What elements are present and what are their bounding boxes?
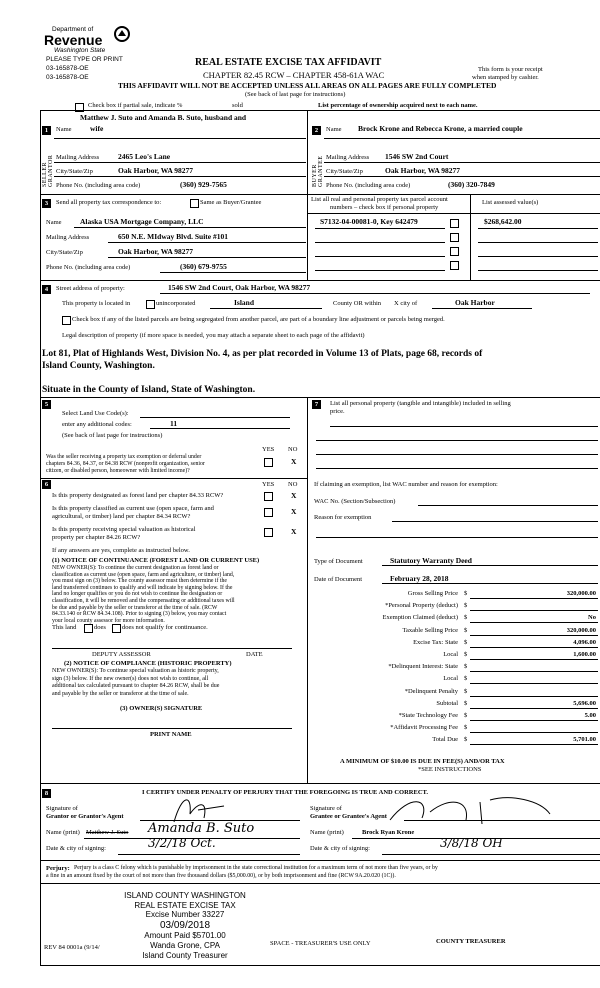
doc-type: Statutory Warranty Deed	[390, 556, 472, 565]
seller-phone-label: Phone No. (including area code)	[56, 182, 141, 189]
doc-date-label: Date of Document	[314, 576, 363, 583]
fee-currency: $	[464, 687, 468, 695]
fee-value: 5.00	[584, 712, 596, 719]
fee-currency: $	[464, 724, 468, 732]
forest-no-mark[interactable]: X	[291, 491, 297, 500]
grantee-date-label: Date & city of signing:	[310, 845, 370, 852]
grantor-print-hand: Amanda B. Suto	[148, 821, 255, 836]
additional-codes-label: enter any additional codes:	[62, 421, 132, 428]
buyer-mailing-label: Mailing Address	[326, 154, 370, 161]
seller-mailing: 2465 Leo's Lane	[118, 152, 171, 161]
fee-label: *Delinquent Penalty	[404, 687, 458, 695]
stamp-line: Amount Paid $5701.00	[144, 931, 226, 941]
unincorporated-label: unincorporated	[156, 300, 196, 307]
unincorporated-checkbox[interactable]	[146, 300, 155, 309]
historic-no-mark[interactable]: X	[291, 527, 297, 536]
fee-value: 320,000.00	[566, 626, 596, 634]
certify-statement: I CERTIFY UNDER PENALTY OF PERJURY THAT THE FOREGOING IS TRUE AND CORRECT.	[142, 789, 429, 796]
parcel-head-2: numbers – check box if personal property	[330, 204, 439, 211]
historic-q-1: Is this property receiving special valuation as historical	[52, 526, 196, 533]
dept-line1: Department of	[52, 26, 94, 33]
seller-name-1: Matthew J. Suto and Amanda B. Suto, husband and	[80, 113, 247, 122]
perjury-line-1: Perjury is a class C felony which is punishable by imprisonment in the state correctional institution for a maximum term of not more than five years, or by	[74, 865, 438, 871]
tax-city: Oak Harbor, WA 98277	[118, 247, 194, 256]
buyer-city-label: City/State/Zip	[326, 168, 363, 175]
fee-underline	[470, 671, 598, 672]
this-land-label: This land	[52, 624, 77, 631]
buyer-name: Brock Krone and Rebecca Krone, a married couple	[358, 124, 523, 133]
county-or-within-label: County OR within	[333, 300, 382, 307]
notice1-line: classification as current use (open space, farm and agriculture, or timber) land,	[52, 571, 235, 578]
fee-value: 5,696.00	[573, 699, 596, 707]
sec5-see-back: (See back of last page for instructions)	[62, 432, 163, 439]
parcel-number: S7132-04-00081-0, Key 642479	[320, 217, 418, 226]
stamp-line: Island County Treasurer	[142, 950, 228, 960]
fee-currency: $	[464, 736, 468, 744]
street-label: Street address of property:	[56, 285, 125, 292]
assessor-date-label: DATE	[246, 651, 263, 658]
situate-line: Situate in the County of Island, State of Washington.	[42, 385, 256, 395]
dept-line3: Washington State	[54, 47, 106, 54]
notice2-title: (2) NOTICE OF COMPLIANCE (HISTORIC PROPERTY)	[64, 660, 232, 667]
fee-label: Local	[443, 675, 458, 683]
tax-name: Alaska USA Mortgage Company, LLC	[80, 217, 204, 226]
fee-currency: $	[464, 675, 468, 683]
exempt-q-2: chapters 84.36, 84.37, or 84.38 RCW (nonprofit organization, senior	[46, 461, 205, 467]
stamp-line: REAL ESTATE EXCISE TAX	[134, 900, 236, 910]
buyer-phone-label: Phone No. (including area code)	[326, 182, 411, 189]
type-or-print: PLEASE TYPE OR PRINT	[46, 56, 123, 63]
section-2-number: 2	[312, 126, 321, 135]
fee-value: No	[588, 614, 596, 622]
current-use-q-2: agricultural, or timber) land per chapter 84.34 RCW?	[52, 513, 191, 520]
fee-underline	[470, 720, 598, 721]
wac-label: WAC No. (Section/Subsection)	[314, 498, 396, 505]
fee-label: *Affidavit Processing Fee	[390, 724, 458, 732]
seller-name-label: Name	[56, 126, 72, 133]
forest-q: Is this property designated as forest land per chapter 84.33 RCW?	[52, 492, 224, 499]
minimum-due: A MINIMUM OF $10.00 IS DUE IN FEE(S) AND/OR TAX	[340, 758, 505, 765]
fee-underline	[470, 683, 598, 684]
tax-city-label: City/State/Zip	[46, 249, 83, 256]
grantee-print: Brock Ryan Krone	[362, 829, 415, 836]
parcel-personal-checkbox-3[interactable]	[450, 247, 459, 256]
reason-label: Reason for exemption	[314, 514, 372, 521]
parcel-personal-checkbox-2[interactable]	[450, 233, 459, 242]
tax-phone-label: Phone No. (including area code)	[46, 264, 131, 271]
city-of-label: X city of	[394, 300, 418, 307]
notice1-line: land transferred continues to qualify and will indicate by signing below. If the	[52, 584, 233, 591]
sold-label: sold	[232, 102, 243, 109]
owner-signature-label: (3) OWNER(S) SIGNATURE	[120, 705, 203, 712]
property-city: Oak Harbor	[455, 298, 495, 307]
personal-property-label-2: price.	[330, 408, 345, 415]
fee-underline	[470, 647, 598, 648]
grantor-sig-label-1: Signature of	[46, 805, 78, 812]
fee-underline	[470, 635, 598, 636]
pct-ownership-label: List percentage of ownership acquired next to each name.	[318, 102, 478, 109]
doc-type-label: Type of Document	[314, 558, 363, 565]
see-back-header: (See back of last page for instructions)	[245, 91, 346, 98]
current-use-q-1: Is this property classified as current use (open space, farm and	[52, 505, 214, 512]
notice1-line: land no longer qualifies or you do not wish to continue the designation or	[52, 591, 223, 598]
fee-label: Local	[443, 651, 458, 658]
receipt-line1: This form is your receipt	[478, 66, 543, 73]
street-address: 1546 SW 2nd Court, Oak Harbor, WA 98277	[168, 283, 311, 292]
fee-currency: $	[464, 663, 468, 671]
fee-value: 1,600.00	[573, 651, 596, 658]
exempt-q-1: Was the seller receiving a property tax exemption or deferral under	[46, 454, 202, 460]
grantor-name-print-label: Name (print)	[46, 829, 80, 836]
legal-description-1: Lot 81, Plat of Highlands West, Division No. 4, as per plat recorded in Volume 13 of Plats, page 68, records of	[42, 349, 483, 359]
fee-underline	[470, 659, 598, 660]
buyer-phone: (360) 320-7849	[448, 180, 495, 189]
section-5-number: 5	[42, 400, 51, 409]
notice1-line: be due and payable by the seller or transferor at the time of sale. (RCW	[52, 604, 218, 611]
seller-name-2: wife	[90, 124, 104, 133]
same-as-buyer-label: Same as Buyer/Grantee	[200, 199, 262, 206]
perjury-label: Perjury:	[46, 865, 70, 872]
fee-label: Exemption Claimed (deduct)	[382, 614, 458, 622]
seller-side-label: SELLER GRANTOR	[42, 154, 54, 187]
assessed-head: List assessed value(s)	[482, 199, 539, 206]
fee-underline	[470, 598, 598, 599]
fee-value: 5,701.00	[573, 736, 596, 744]
fee-currency: $	[464, 626, 468, 634]
fee-label: Subtotal	[436, 699, 458, 707]
buyer-name-label: Name	[326, 126, 342, 133]
fee-label: Gross Selling Price	[407, 590, 458, 597]
grantor-sig-label-2: Grantor or Grantor's Agent	[46, 813, 124, 820]
fee-currency: $	[464, 651, 468, 658]
grantee-name-print-label: Name (print)	[310, 829, 344, 836]
fee-currency: $	[464, 699, 468, 707]
tax-phone: (360) 679-9755	[180, 262, 227, 271]
notice2-line: NEW OWNER(S): To continue special valuation as historic property,	[52, 668, 219, 674]
fee-underline	[470, 744, 598, 745]
stamp-line: 03/09/2018	[159, 919, 211, 931]
seller-phone: (360) 929-7565	[180, 180, 227, 189]
form-chapter: CHAPTER 82.45 RCW – CHAPTER 458-61A WAC	[203, 70, 385, 80]
grantor-date-label: Date & city of signing:	[46, 845, 106, 852]
current-use-yes-checkbox[interactable]	[264, 508, 273, 517]
form-title: REAL ESTATE EXCISE TAX AFFIDAVIT	[195, 57, 382, 68]
exempt-q-3: citizen, or disabled person, homeowner with limited income)?	[46, 468, 190, 474]
sec6-yes-head: YES	[262, 481, 275, 488]
legal-label: Legal description of property (if more space is needed, you may attach a separate sheet to each page of the affidavit)	[62, 332, 365, 339]
rev-number: REV 84 0001a (9/14/	[44, 944, 100, 951]
forest-yes-checkbox[interactable]	[264, 492, 273, 501]
fee-currency: $	[464, 614, 468, 622]
notice2-line: sign (3) below. If the new owner(s) does not wish to continue, all	[52, 675, 209, 682]
fee-label: *State Technology Fee	[398, 712, 458, 719]
exemption-claim-label: If claiming an exemption, list WAC number and reason for exemption:	[314, 481, 498, 488]
segregated-checkbox[interactable]	[62, 316, 71, 325]
historic-yes-checkbox[interactable]	[264, 528, 273, 537]
code-2: 03-165878-OE	[46, 74, 89, 81]
seller-city-label: City/State/Zip	[56, 168, 93, 175]
legal-description-2: Island County, Washington.	[42, 361, 155, 371]
same-as-buyer-checkbox[interactable]	[190, 199, 199, 208]
buyer-city: Oak Harbor, WA 98277	[385, 166, 461, 175]
fee-underline	[470, 622, 598, 623]
parcel-personal-checkbox-1[interactable]	[450, 219, 459, 228]
buyer-mailing: 1546 SW 2nd Court	[385, 152, 449, 161]
does-qualify-checkbox[interactable]	[84, 624, 93, 633]
stamp-line: Excise Number 33227	[145, 910, 225, 920]
land-use-code: 11	[170, 419, 178, 428]
warning-line: THIS AFFIDAVIT WILL NOT BE ACCEPTED UNLESS ALL AREAS ON ALL PAGES ARE FULLY COMPLETED	[118, 81, 497, 90]
parcel-personal-checkbox-4[interactable]	[450, 261, 459, 270]
section-3-number: 3	[42, 199, 51, 208]
tax-corr-label: Send all property tax correspondence to:	[56, 199, 162, 206]
partial-sale-label: Check box if partial sale, indicate %	[88, 102, 183, 109]
notice2-line: and payable by the seller or transferor at the time of sale.	[52, 690, 189, 697]
section-7-number: 7	[312, 400, 321, 409]
fee-label: *Delinquent Interest: State	[388, 663, 458, 671]
fee-label: Total Due	[432, 736, 458, 744]
fee-underline	[470, 732, 598, 733]
notice1-line: NEW OWNER(S): To continue the current designation as forest land or	[52, 565, 219, 571]
fee-underline	[470, 708, 598, 709]
tax-mailing-label: Mailing Address	[46, 234, 90, 241]
current-use-no-mark[interactable]: X	[291, 507, 297, 516]
fee-currency: $	[464, 638, 468, 646]
notice2-line: additional tax calculated pursuant to chapter 84.26 RCW, shall be due	[52, 683, 220, 689]
fee-label: Taxable Selling Price	[402, 626, 458, 634]
notice1-line: you must sign on (3) below. The county assessor must then determine if the	[52, 578, 228, 585]
stamp-line: ISLAND COUNTY WASHINGTON	[124, 891, 246, 900]
land-use-label: Select Land Use Code(s):	[62, 410, 129, 417]
stamp-line: Wanda Grone, CPA	[150, 941, 220, 950]
fee-label: Excise Tax: State	[413, 638, 458, 646]
sec5-yes-head: YES	[262, 446, 275, 453]
perjury-line-2: a fine in an amount fixed by the court of not more than five thousand dollars ($5,000.00), or by both imprisonment and fine (RCW 9A.20.020 (1C)).	[46, 873, 396, 879]
historic-q-2: property per chapter 84.26 RCW?	[52, 534, 141, 541]
notice1-line: 84.33.140 or RCW 84.34.108). Prior to signing (3) below, you may contact	[52, 611, 227, 618]
section-4-number: 4	[42, 285, 51, 294]
county-treasurer-label: COUNTY TREASURER	[436, 938, 506, 945]
fee-underline	[470, 696, 598, 697]
fee-currency: $	[464, 602, 468, 610]
does-label: does	[94, 624, 106, 631]
sec5-no-head: NO	[288, 446, 298, 453]
seller-mailing-label: Mailing Address	[56, 154, 100, 161]
see-instructions: *SEE INSTRUCTIONS	[418, 766, 482, 773]
notice1-line: your local county assessor for more information.	[52, 617, 165, 624]
sec6-no-head: NO	[288, 481, 298, 488]
section-6-number: 6	[42, 480, 51, 489]
tax-mailing: 650 N.E. MIdway Blvd. Suite #101	[118, 232, 229, 241]
section-8-number: 8	[42, 789, 51, 798]
fee-value: 4,096.00	[573, 638, 596, 646]
grantee-sig-label-2: Grantee or Grantee's Agent	[310, 813, 387, 820]
personal-property-label-1: List all personal property (tangible and intangible) included in selling	[330, 400, 511, 407]
grantee-signature	[370, 790, 570, 828]
grantee-date: 3/8/18 OH	[440, 836, 503, 850]
fee-value: 320,000.00	[566, 590, 596, 597]
fee-label: *Personal Property (deduct)	[385, 602, 458, 610]
doc-date: February 28, 2018	[390, 574, 449, 583]
notice1-title: (1) NOTICE OF CONTINUANCE (FOREST LAND OR CURRENT USE)	[52, 557, 260, 564]
if-yes-instruction: If any answers are yes, complete as instructed below.	[52, 547, 190, 554]
seller-city: Oak Harbor, WA 98277	[118, 166, 194, 175]
property-county: Island	[234, 298, 255, 307]
buyer-side-label: BUYER GRANTEE	[312, 155, 324, 187]
does-not-label: does not qualify for continuance.	[122, 624, 208, 631]
dept-line2: Revenue	[44, 32, 103, 48]
fee-currency: $	[464, 712, 468, 719]
grantor-date: 3/2/18 Oct.	[148, 836, 216, 850]
deputy-assessor-label: DEPUTY ASSESSOR	[92, 651, 151, 658]
treasurer-space-label: SPACE - TREASURER'S USE ONLY	[270, 940, 371, 947]
receipt-line2: when stamped by cashier.	[472, 74, 539, 81]
notice1-line: classification, it will be removed and the compensating or additional taxes will	[52, 598, 235, 604]
print-name-label: PRINT NAME	[150, 731, 192, 738]
fee-currency: $	[464, 590, 468, 597]
parcel-head-1: List all real and personal property tax parcel account	[311, 196, 448, 203]
exempt-yes-checkbox[interactable]	[264, 458, 273, 467]
does-not-qualify-checkbox[interactable]	[112, 624, 121, 633]
assessed-value: $268,642.00	[484, 217, 522, 226]
grantor-print-struck: Matthew J. Suto	[86, 829, 129, 836]
segregated-label: Check box if any of the listed parcels are being segregated from another parcel, are part of a boundary line adjustment or parcels being merged.	[72, 316, 445, 323]
grantee-sig-label-1: Signature of	[310, 805, 342, 812]
exempt-no-mark[interactable]: X	[291, 457, 297, 466]
tax-name-label: Name	[46, 219, 62, 226]
fee-underline	[470, 610, 598, 611]
located-label: This property is located in	[62, 300, 131, 307]
code-1: 03-165878-OE	[46, 65, 89, 72]
section-1-number: 1	[42, 126, 51, 135]
